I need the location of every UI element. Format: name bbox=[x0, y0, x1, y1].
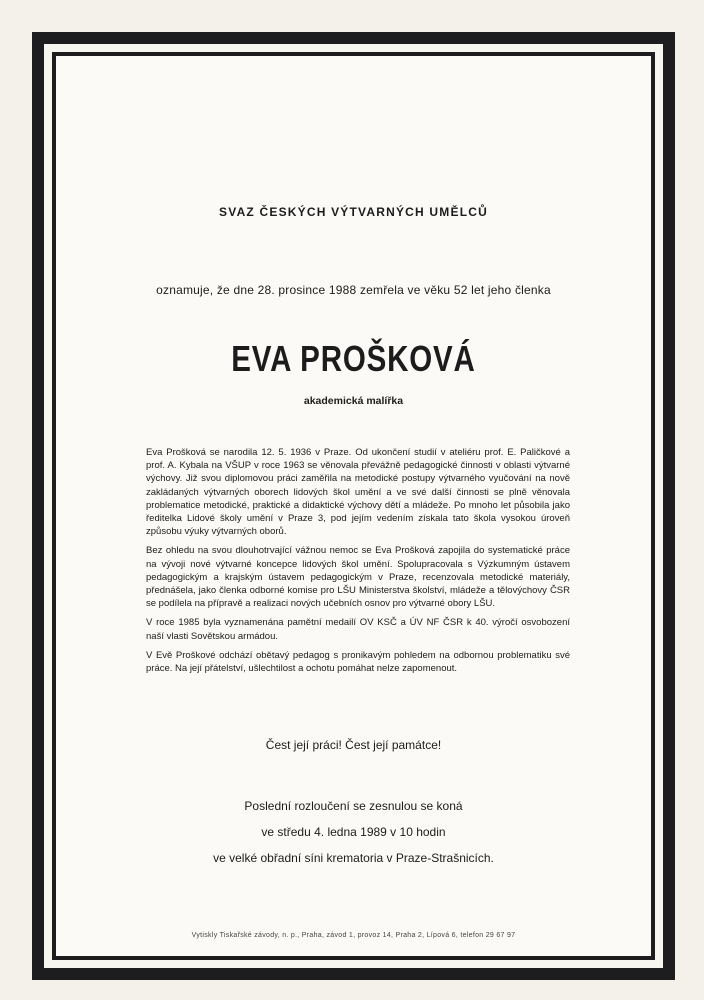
biography-paragraph: V Evě Proškové odchází obětavý pedagog s pronikavým pohledem na odbornou problematiku své práce. Na její přátelství, ušlechtilost a ochotu pomáhat nelze zapomenout. bbox=[146, 649, 570, 675]
funeral-line: Poslední rozloučení se zesnulou se koná bbox=[244, 799, 463, 813]
biography-paragraph: Eva Prošková se narodila 12. 5. 1936 v Praze. Od ukončení studií v ateliéru prof. E. Paličkové a prof. A. Kybala na VŠUP v roce 1963 se věnovala převážně pedagogické činnosti v oblasti výtvarné výchovy. Již svou diplomovou práci zaměřila na metodické postupy výtvarného vyučování na nově zakládaných výtvarných oborech lidových škol umění a ve své další činnosti se plně věnovala problematice metodické, praktické a didaktické výchovy dětí a mládeže. Po mnoho let působila jako ředitelka Lidové školy umění v Praze 3, pod jejím vedením získala tato škola vysokou úroveň způsobu výuky výtvarných oborů. bbox=[146, 447, 570, 538]
deceased-name: EVA PROŠKOVÁ bbox=[231, 338, 476, 379]
funeral-line: ve velké obřadní síni krematoria v Praze-Strašnicích. bbox=[213, 851, 494, 865]
organization-heading: SVAZ ČESKÝCH VÝTVARNÝCH UMĚLCŮ bbox=[219, 205, 488, 219]
funeral-details bbox=[56, 793, 651, 871]
honor-line: Čest její práci! Čest její památce! bbox=[265, 738, 442, 752]
biography-paragraph: V roce 1985 byla vyznamenána pamětní medailí OV KSČ a ÚV NF ČSR k 40. výročí osvobození naší vlasti Sovětskou armádou. bbox=[146, 617, 570, 642]
biography bbox=[146, 446, 570, 681]
deceased-profession: akademická malířka bbox=[303, 395, 404, 407]
printer-imprint: Vytiskly Tiskařské závody, n. p., Praha, závod 1, provoz 14, Praha 2, Lípová 6, telefon 29 67 97 bbox=[191, 932, 516, 939]
funeral-line: ve středu 4. ledna 1989 v 10 hodin bbox=[261, 825, 446, 839]
biography-paragraph: Bez ohledu na svou dlouhotrvající vážnou nemoc se Eva Prošková zapojila do systematické práce na vývoji nové výtvarné koncepce lidových škol umění. Spolupracovala s Výzkumným ústavem pedagogickým a krajským ústavem pedagogickým v Praze, recenzovala metodické materiály, přednášela, jako členka odborné komise pro LŠU Ministerstva školství, mládeže a tělovýchovy ČSR se podílela na přípravě a realizaci nových učebních osnov pro výtvarné obory LŠU. bbox=[146, 545, 570, 610]
death-announcement: oznamuje, že dne 28. prosince 1988 zemřela ve věku 52 let jeho členka bbox=[156, 283, 551, 297]
